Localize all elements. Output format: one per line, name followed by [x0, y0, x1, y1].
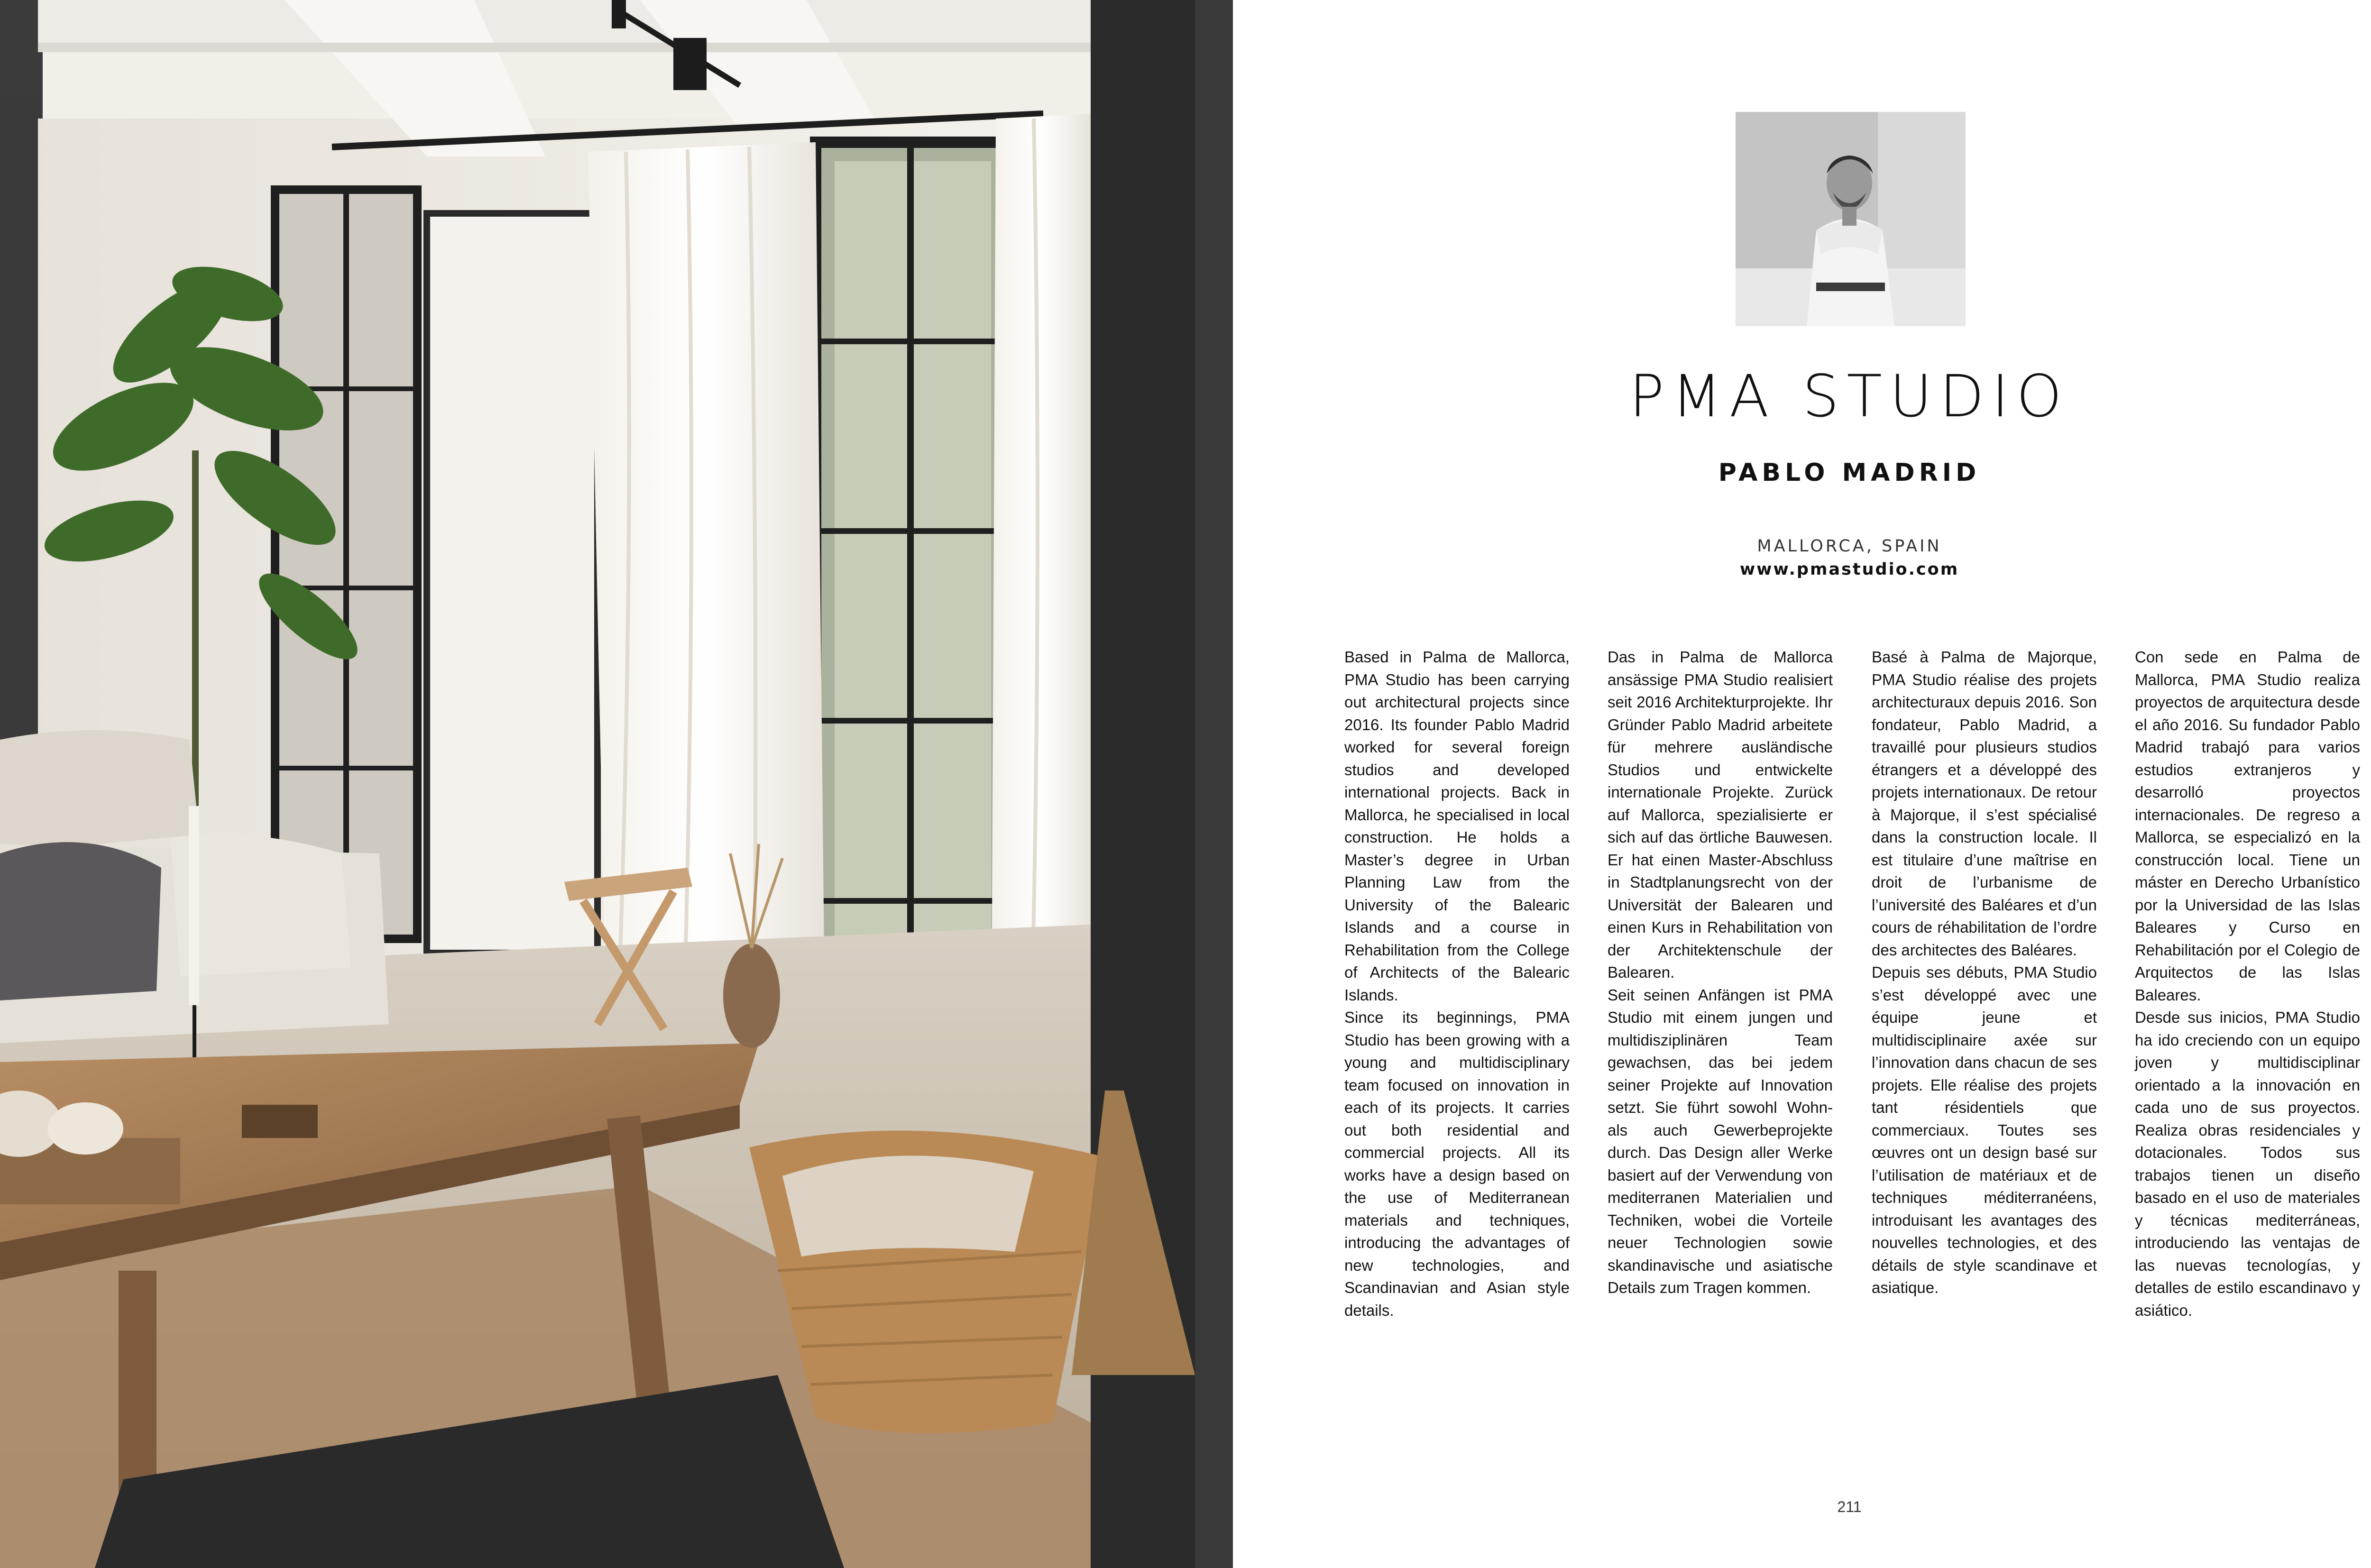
text-column-french: Basé à Palma de Majorque, PMA Studio réalise des projets architecturaux depuis 2016. Son fondateur, Pablo Madrid, a travaillé pour plusieurs studios étrangers et a développé des projets internationaux. De retour à Majorque, il s’est spécialisé dans la construction locale. Il est titulaire d’une maîtrise en droit de l’urbanisme de l’université des Baléares et d’un cours de réhabilitation de l’ordre des architectes des Baléares. Depuis ses débuts, PMA Studio s’est développé avec une équipe jeune et multidisciplinaire axée sur l’innovation dans chacun de ses projets. Elle réalise des projets tant résidentiels que commerciaux. Toutes ses œuvres ont un design basé sur l’utilisation de matériaux et de techniques méditerranéens, introduisant les avantages des nouvelles technologies, et des détails de style scandinave et asiatique.: [1872, 648, 2097, 1296]
architect-name: PABLO MADRID: [1718, 458, 1981, 487]
architect-portrait: [1736, 112, 1966, 326]
studio-title: PMA STUDIO: [1629, 363, 2070, 430]
page-number: 211: [1837, 1498, 1862, 1515]
text-column-spanish: Con sede en Palma de Mallorca, PMA Studio realiza proyectos de arquitectura desde el año 2016. Su fundador Pablo Madrid trabajó para varios estudios extranjeros y desarrolló proyectos internacionales. De regreso a Mallorca, se especializó en la construcción local. Tiene un máster en Derecho Urbanístico por la Universidad de las Islas Baleares y Curso en Rehabilitación por el Colegio de Arquitectos de las Islas Baleares. Desde sus inicios, PMA Studio ha ido creciendo con un equipo joven y multidisciplinar orientado a la innovación en cada uno de sus proyectos. Realiza obras residenciales y dotacionales. Todos sus trabajos tienen un diseño basado en el uso de materiales y técnicas mediterráneas, introduciendo las ventajas de las nuevas tecnologías, y detalles de estilo escandinavo y asiático.: [2135, 648, 2360, 1319]
text-column-german: Das in Palma de Mallorca ansässige PMA Studio realisiert seit 2016 Architekturprojekte. Ihr Gründer Pablo Madrid arbeitete für mehrere ausländische Studios und entwickelte internationale Projekte. Zurück auf Mallorca, spezialisierte er sich auf das örtliche Bauwesen. Er hat einen Master-Abschluss in Stadtplanungsrecht von der Universität der Balearen und einen Kurs in Rehabilitation von der Architektenschule der Balearen. Seit seinen Anfängen ist PMA Studio mit einem jungen und multidisziplinären Team gewachsen, das bei jedem seiner Projekte auf Innovation setzt. Sie führt sowohl Wohn- als auch Gewerbeprojekte durch. Das Design aller Werke basiert auf der Verwendung von mediterranen Materialien und Techniken, wobei die Vorteile neuer Technologien sowie skandinavische und asiatische Details zum Tragen kommen.: [1608, 648, 1833, 1296]
architect-portrait-illustration: [1736, 112, 1966, 326]
location-text: MALLORCA, SPAIN: [1757, 537, 1942, 556]
website-link[interactable]: www.pmastudio.com: [1739, 560, 1959, 579]
text-column-english: Based in Palma de Mallorca, PMA Studio has been carrying out architectural projects since 2016. Its founder Pablo Madrid worked for several foreign studios and developed international projects. Back in Mallorca, he specialised in local construction. He holds a Master’s degree in Urban Planning Law from the University of the Balearic Islands and a course in Rehabilitation from the College of Architects of the Balearic Islands. Since its beginnings, PMA Studio has been growing with a young and multidisciplinary team focused on innovation in each of its projects. It carries out both residential and commercial projects. All its works have a design based on the use of Mediterranean materials and techniques, introducing the advantages of new technologies, and Scandinavian and Asian style details.: [1344, 648, 1570, 1319]
